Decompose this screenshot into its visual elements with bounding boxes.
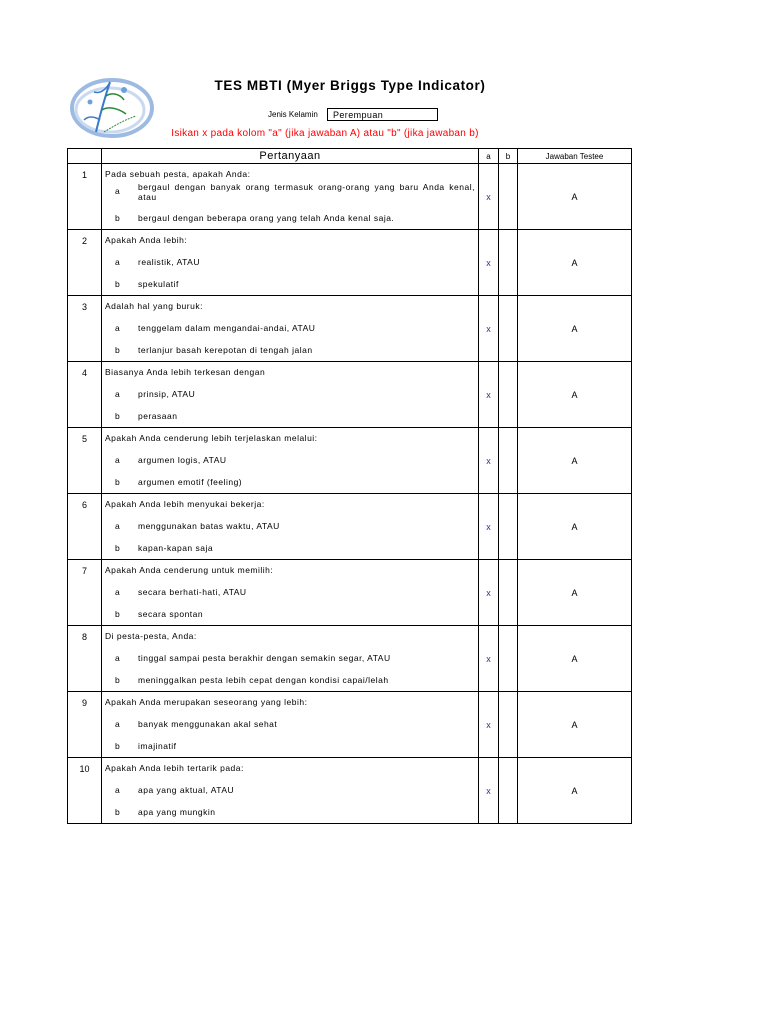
question-cell xyxy=(102,428,479,494)
question-number: 10 xyxy=(68,758,102,824)
column-header-b: b xyxy=(499,149,518,164)
option-b-letter: b xyxy=(115,675,120,685)
question-number: 5 xyxy=(68,428,102,494)
option-a-text: secara berhati-hati, ATAU xyxy=(138,587,247,597)
option-b-text: kapan-kapan saja xyxy=(138,543,214,553)
question-text: Adalah hal yang buruk: xyxy=(105,301,203,311)
option-a-text: bergaul dengan banyak orang termasuk orang-orang yang baru Anda kenal, atau xyxy=(138,182,475,202)
question-cell xyxy=(102,296,479,362)
page-title: TES MBTI (Myer Briggs Type Indicator) xyxy=(214,78,486,93)
option-a-letter: a xyxy=(115,785,120,795)
questionnaire-table xyxy=(67,148,632,824)
option-a-letter: a xyxy=(115,653,120,663)
table-row xyxy=(68,758,632,824)
answer-cell: A xyxy=(518,362,632,428)
question-number: 2 xyxy=(68,230,102,296)
question-text: Apakah Anda lebih menyukai bekerja: xyxy=(105,499,265,509)
option-b-letter: b xyxy=(115,543,120,553)
option-a-letter: a xyxy=(115,587,120,597)
option-b-text: terlanjur basah kerepotan di tengah jalan xyxy=(138,345,313,355)
mark-a-cell[interactable]: x xyxy=(479,494,499,560)
gender-label: Jenis Kelamin xyxy=(268,110,318,119)
question-cell xyxy=(102,362,479,428)
column-header-a: a xyxy=(479,149,499,164)
mark-a-cell[interactable]: x xyxy=(479,296,499,362)
table-row xyxy=(68,164,632,230)
option-a-text: banyak menggunakan akal sehat xyxy=(138,719,278,729)
mark-b-cell[interactable] xyxy=(499,362,518,428)
mark-a-cell[interactable]: x xyxy=(479,230,499,296)
option-a-letter: a xyxy=(115,389,120,399)
question-text: Pada sebuah pesta, apakah Anda: xyxy=(105,169,251,179)
option-a-letter: a xyxy=(115,719,120,729)
logo-emblem-icon xyxy=(66,70,156,142)
question-text: Apakah Anda cenderung lebih terjelaskan melalui: xyxy=(105,433,318,443)
question-number: 3 xyxy=(68,296,102,362)
table-row xyxy=(68,296,632,362)
option-a-text: menggunakan batas waktu, ATAU xyxy=(138,521,280,531)
mark-b-cell[interactable] xyxy=(499,758,518,824)
option-a-letter: a xyxy=(115,186,120,196)
option-a-letter: a xyxy=(115,455,120,465)
option-a-text: tinggal sampai pesta berakhir dengan semakin segar, ATAU xyxy=(138,653,391,663)
table-row xyxy=(68,560,632,626)
mark-b-cell[interactable] xyxy=(499,626,518,692)
option-b-text: spekulatif xyxy=(138,279,179,289)
question-number: 7 xyxy=(68,560,102,626)
instruction-text: Isikan x pada kolom "a" (jika jawaban A) atau "b" (jika jawaban b) xyxy=(171,128,479,139)
question-text: Apakah Anda cenderung untuk memilih: xyxy=(105,565,274,575)
question-text: Apakah Anda lebih tertarik pada: xyxy=(105,763,244,773)
option-b-letter: b xyxy=(115,411,120,421)
question-number: 1 xyxy=(68,164,102,230)
option-b-text: meninggalkan pesta lebih cepat dengan kondisi capai/lelah xyxy=(138,675,389,685)
option-b-text: bergaul dengan beberapa orang yang telah Anda kenal saja. xyxy=(138,213,395,223)
mark-b-cell[interactable] xyxy=(499,230,518,296)
column-header-answer: Jawaban Testee xyxy=(518,149,632,164)
answer-cell: A xyxy=(518,494,632,560)
option-b-letter: b xyxy=(115,807,120,817)
question-text: Apakah Anda merupakan seseorang yang lebih: xyxy=(105,697,308,707)
table-row xyxy=(68,494,632,560)
option-a-text: tenggelam dalam mengandai-andai, ATAU xyxy=(138,323,316,333)
option-b-text: secara spontan xyxy=(138,609,204,619)
answer-cell: A xyxy=(518,626,632,692)
option-a-text: argumen logis, ATAU xyxy=(138,455,227,465)
answer-cell: A xyxy=(518,230,632,296)
answer-cell: A xyxy=(518,164,632,230)
question-text: Di pesta-pesta, Anda: xyxy=(105,631,197,641)
answer-cell: A xyxy=(518,758,632,824)
question-cell xyxy=(102,626,479,692)
question-number: 8 xyxy=(68,626,102,692)
option-b-letter: b xyxy=(115,609,120,619)
gender-field[interactable]: Perempuan xyxy=(327,108,438,121)
mark-b-cell[interactable] xyxy=(499,428,518,494)
mark-b-cell[interactable] xyxy=(499,692,518,758)
column-header-question: Pertanyaan xyxy=(102,149,479,164)
option-b-letter: b xyxy=(115,279,120,289)
mark-a-cell[interactable]: x xyxy=(479,362,499,428)
option-b-text: imajinatif xyxy=(138,741,177,751)
option-b-letter: b xyxy=(115,741,120,751)
answer-cell: A xyxy=(518,692,632,758)
option-a-text: prinsip, ATAU xyxy=(138,389,196,399)
option-b-text: apa yang mungkin xyxy=(138,807,216,817)
mark-a-cell[interactable]: x xyxy=(479,626,499,692)
question-number: 4 xyxy=(68,362,102,428)
mark-b-cell[interactable] xyxy=(499,494,518,560)
mark-b-cell[interactable] xyxy=(499,560,518,626)
option-a-text: realistik, ATAU xyxy=(138,257,200,267)
mark-a-cell[interactable]: x xyxy=(479,560,499,626)
question-cell xyxy=(102,494,479,560)
answer-cell: A xyxy=(518,428,632,494)
question-cell xyxy=(102,560,479,626)
option-a-text: apa yang aktual, ATAU xyxy=(138,785,235,795)
option-a-letter: a xyxy=(115,323,120,333)
table-row xyxy=(68,230,632,296)
question-text: Apakah Anda lebih: xyxy=(105,235,188,245)
option-b-text: perasaan xyxy=(138,411,178,421)
table-row xyxy=(68,626,632,692)
question-number: 6 xyxy=(68,494,102,560)
table-row xyxy=(68,428,632,494)
option-b-text: argumen emotif (feeling) xyxy=(138,477,243,487)
answer-cell: A xyxy=(518,296,632,362)
option-b-letter: b xyxy=(115,213,120,223)
question-text: Biasanya Anda lebih terkesan dengan xyxy=(105,367,266,377)
question-cell xyxy=(102,758,479,824)
mark-a-cell[interactable]: x xyxy=(479,428,499,494)
question-cell xyxy=(102,692,479,758)
table-row xyxy=(68,362,632,428)
answer-cell: A xyxy=(518,560,632,626)
mark-a-cell[interactable]: x xyxy=(479,692,499,758)
mark-b-cell[interactable] xyxy=(499,296,518,362)
question-number: 9 xyxy=(68,692,102,758)
option-a-letter: a xyxy=(115,521,120,531)
question-cell xyxy=(102,164,479,230)
mark-b-cell[interactable] xyxy=(499,164,518,230)
option-b-letter: b xyxy=(115,477,120,487)
table-header-row xyxy=(68,149,632,164)
mark-a-cell[interactable]: x xyxy=(479,758,499,824)
option-b-letter: b xyxy=(115,345,120,355)
mark-a-cell[interactable]: x xyxy=(479,164,499,230)
question-cell xyxy=(102,230,479,296)
column-header-number xyxy=(68,149,102,164)
option-a-letter: a xyxy=(115,257,120,267)
table-row xyxy=(68,692,632,758)
